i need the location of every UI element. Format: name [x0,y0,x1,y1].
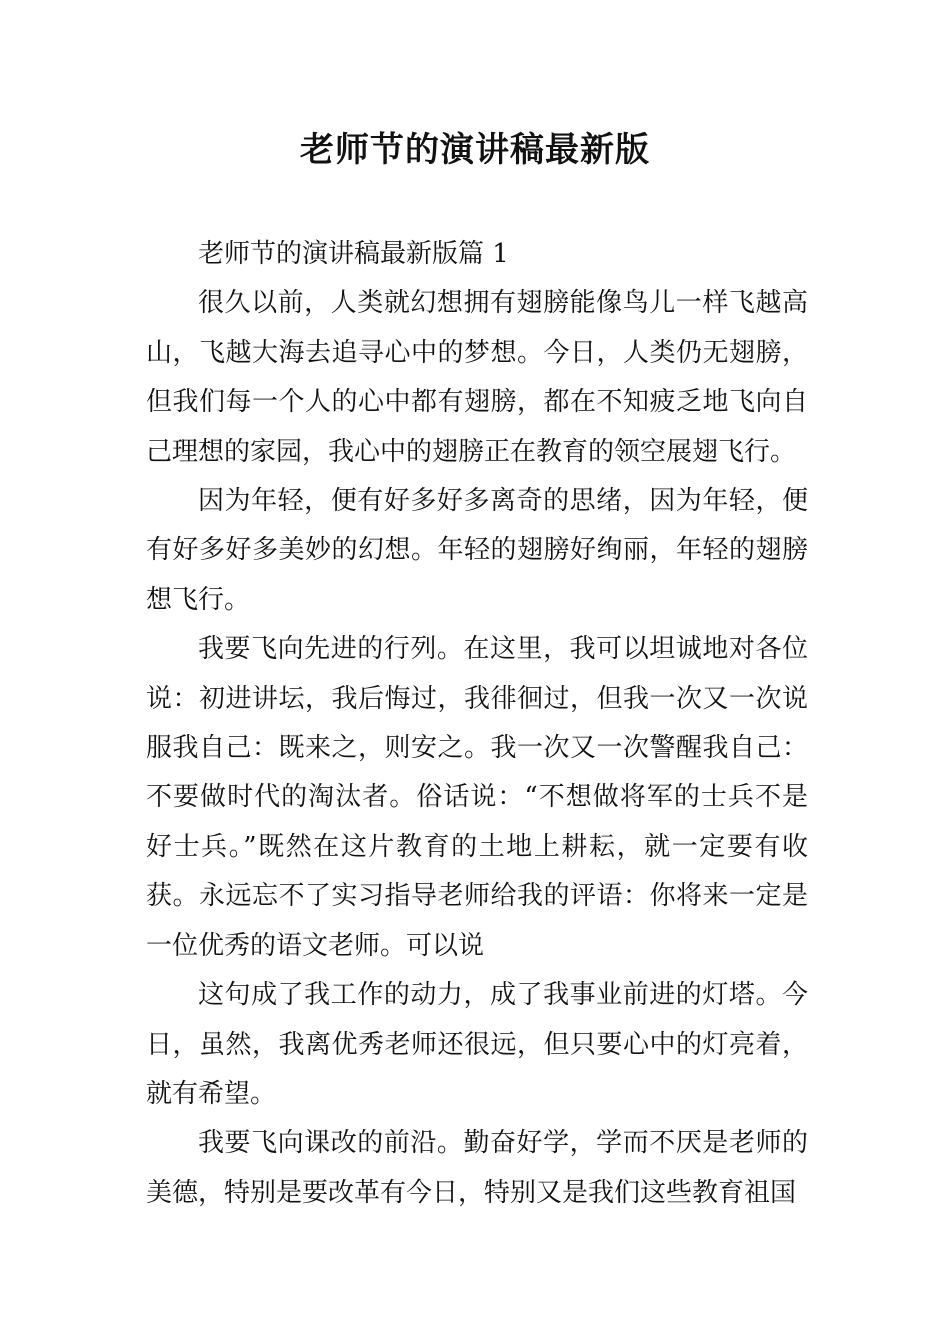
paragraph: 我要飞向先进的行列。在这里，我可以坦诚地对各位说：初进讲坛，我后悔过，我徘徊过，但我一次又一次说服我自己：既来之，则安之。我一次又一次警醒我自己：不要做时代的淘汰者。俗话说：“不想做将军的士兵不是好士兵。”既然在这片教育的土地上耕耘，就一定要有收获。永远忘不了实习指导老师给我的评语：你将来一定是一位优秀的语文老师。可以说 [146,634,808,961]
document-body [146,230,808,1218]
section-heading: 老师节的演讲稿最新版篇 1 [198,239,509,269]
document-title: 老师节的演讲稿最新版 [300,130,650,170]
paragraph: 很久以前，人类就幻想拥有翅膀能像鸟儿一样飞越高山，飞越大海去追寻心中的梦想。今日，人类仍无翅膀，但我们每一个人的心中都有翅膀，都在不知疲乏地飞向自己理想的家园，我心中的翅膀正在教育的领空展翅飞行。 [146,288,808,467]
paragraph: 这句成了我工作的动力，成了我事业前进的灯塔。今日，虽然，我离优秀老师还很远，但只要心中的灯亮着，就有希望。 [146,980,808,1109]
paragraph: 我要飞向课改的前沿。勤奋好学，学而不厌是老师的美德，特别是要改革有今日，特别又是我们这些教育祖国 [146,1128,808,1208]
paragraph: 因为年轻，便有好多好多离奇的思绪，因为年轻，便有好多好多美妙的幻想。年轻的翅膀好绚丽，年轻的翅膀想飞行。 [146,486,808,615]
